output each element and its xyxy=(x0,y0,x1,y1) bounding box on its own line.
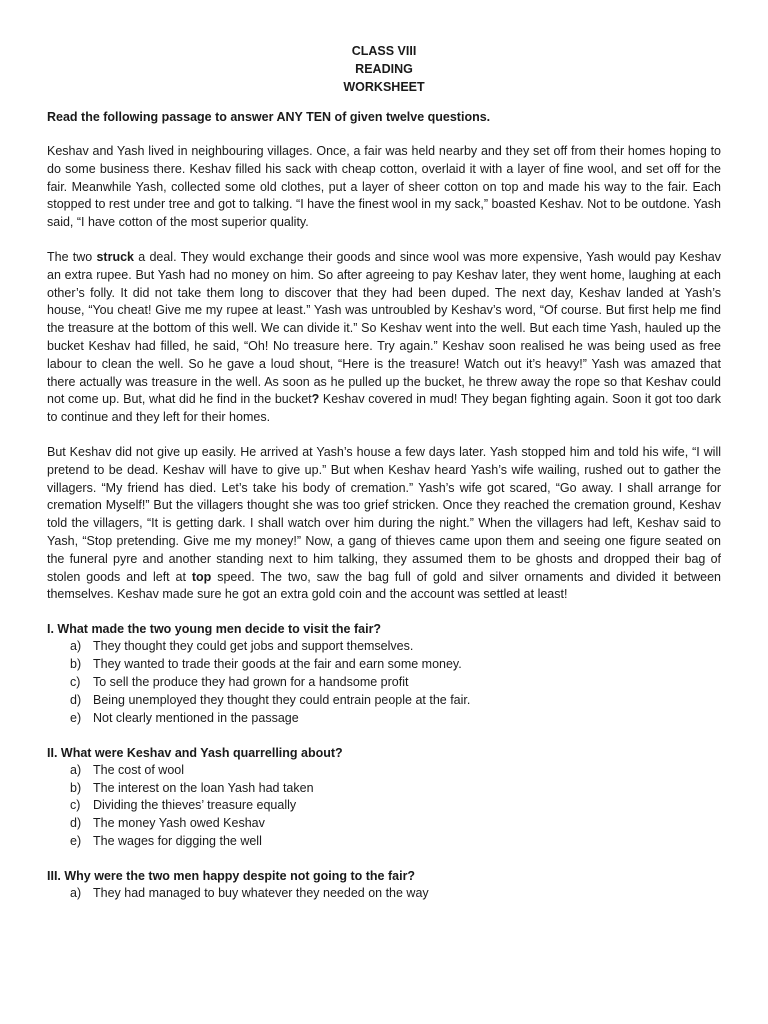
option-letter: e) xyxy=(70,710,82,725)
option-item xyxy=(70,833,721,851)
option-text: Being unemployed they thought they could entrain people at the fair. xyxy=(93,692,471,707)
paragraph-text: a deal. They would exchange their goods and since wool was more expensive, Yash would pay Keshav an extra rupee. But Yash had no money on him. So after agreeing to pay Keshav later, they went home, laughing at each other’s folly. It did not take them long to discover that they had been duped. The next day, Keshav landed at Yash’s house, “You cheat! Give me my rupee at least.” Yash was untroubled by Keshav’s word, “Of course. But first help me find the treasure at the bottom of this well. We can divide it.” So Keshav went into the well. But each time Yash, hauled up the bucket Keshav had filled, he said, “Oh! No treasure here. Try again.” Keshav soon realised he was being used as free labour to clean the well. So he gave a loud shout, “Here is the treasure! Watch out it’s heavy!” Yash was amazed that there actually was treasure in the well. As soon as he pulled up the bucket, he threw away the rope so that Keshav could not come up. But, what did he find in the bucket xyxy=(47,249,722,407)
class-title: CLASS VIII xyxy=(351,44,417,58)
bold-word: top xyxy=(191,569,212,584)
question-3: III. Why were the two men happy despite not going to the fair? xyxy=(47,869,416,884)
option-item xyxy=(70,885,721,903)
option-text: They thought they could get jobs and support themselves. xyxy=(93,639,414,654)
bold-mark: ? xyxy=(311,392,320,407)
worksheet-header xyxy=(47,42,721,96)
option-text: The cost of wool xyxy=(93,762,185,777)
option-letter: c) xyxy=(70,798,81,813)
option-letter: e) xyxy=(70,834,82,849)
option-item xyxy=(70,762,721,780)
subject-title: READING xyxy=(355,62,413,76)
option-item xyxy=(70,780,721,798)
question-1-options xyxy=(47,638,721,728)
question-2: II. What were Keshav and Yash quarrelling about? xyxy=(47,745,343,760)
passage-paragraph-2 xyxy=(47,249,721,427)
question-3-options xyxy=(47,885,721,903)
option-letter: b) xyxy=(70,780,82,795)
paragraph-text: The two xyxy=(47,249,97,264)
option-text: The money Yash owed Keshav xyxy=(93,816,265,831)
option-item xyxy=(70,710,721,728)
option-text: The wages for digging the well xyxy=(93,834,262,849)
option-letter: a) xyxy=(70,886,82,901)
option-item xyxy=(70,692,721,710)
bold-word: struck xyxy=(96,249,135,264)
paragraph-text: speed. The two, saw the bag full of gold and silver ornaments and divided it between themselves. Keshav made sure he got an extra gold coin and the account was settled at least! xyxy=(47,569,721,602)
option-text: They had managed to buy whatever they needed on the way xyxy=(93,886,429,901)
option-item xyxy=(70,638,721,656)
passage-paragraph-3 xyxy=(47,444,721,604)
question-2-options xyxy=(47,762,721,852)
paragraph-text: Keshav covered in mud! They began fighting again. Soon it got too dark to continue and they left for their homes. xyxy=(47,392,721,425)
option-letter: c) xyxy=(70,674,81,689)
option-text: They wanted to trade their goods at the fair and earn some money. xyxy=(93,657,462,672)
option-text: To sell the produce they had grown for a handsome profit xyxy=(93,674,409,689)
option-letter: a) xyxy=(70,762,82,777)
question-1: I. What made the two young men decide to visit the fair? xyxy=(47,622,382,637)
option-text: Not clearly mentioned in the passage xyxy=(93,710,299,725)
worksheet-title: WORKSHEET xyxy=(343,80,425,94)
option-item xyxy=(70,815,721,833)
passage-paragraph-1: Keshav and Yash lived in neighbouring villages. Once, a fair was held nearby and they set off from their homes hoping to do some business there. Keshav filled his sack with cheap cotton, overlaid it with a layer of fine wool, and set off for the fair. Meanwhile Yash, collected some old clothes, put a layer of sheer cotton on top and made his way to the fair. Each stopped to rest under tree and got to talking. “I have the finest wool in my sack,” boasted Keshav. Not to be outdone. Yash said, “I have cotton of the most superior quality. xyxy=(47,144,721,230)
option-letter: d) xyxy=(70,692,82,707)
option-text: Dividing the thieves’ treasure equally xyxy=(93,798,297,813)
option-item xyxy=(70,797,721,815)
instruction: Read the following passage to answer ANY TEN of given twelve questions. xyxy=(47,110,491,124)
option-text: The interest on the loan Yash had taken xyxy=(93,780,314,795)
paragraph-text: But Keshav did not give up easily. He arrived at Yash’s house a few days later. Yash stopped him and told his wife, “I will pretend to be dead. Keshav will have to give up.” But when Keshav heard Yash’s wife wailing, rushed out to gather the villagers. “My friend has died. Let’s take his body of cremation.” Yash’s wife got scared, “Go away. I shall arrange for cremation Myself!” But the villagers thought she was too grief stricken. Once they reached the cremation ground, Keshav told the villagers, “It is getting dark. I shall watch over him during the night.” When the villagers had left, Keshav said to Yash, “Stop pretending. Give me my money!” Now, a gang of thieves came upon them and seeing one figure seated on the funeral pyre and another standing next to him talking, they assumed them to be ghosts and dropped their bag of stolen goods and left at xyxy=(47,444,721,584)
option-letter: a) xyxy=(70,639,82,654)
option-letter: d) xyxy=(70,816,82,831)
option-item xyxy=(70,674,721,692)
option-letter: b) xyxy=(70,657,82,672)
option-item xyxy=(70,656,721,674)
